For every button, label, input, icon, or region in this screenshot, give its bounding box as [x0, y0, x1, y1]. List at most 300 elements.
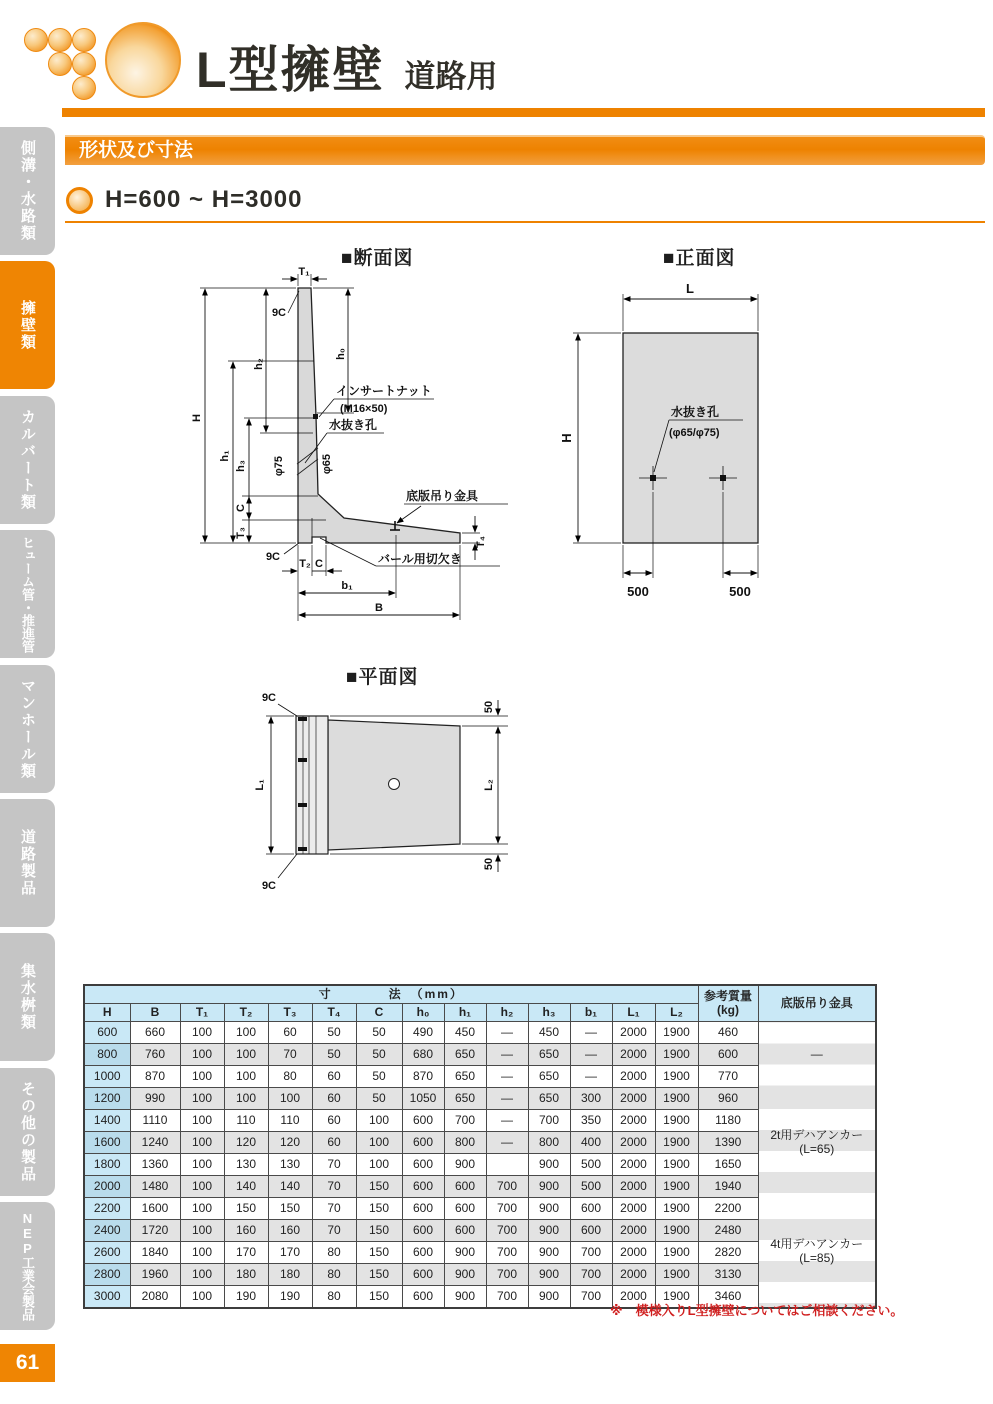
col-header: C — [356, 1004, 402, 1022]
table-cell: 70 — [268, 1044, 312, 1066]
table-cell: 80 — [312, 1264, 356, 1286]
logo-dot-icon — [48, 28, 72, 52]
table-cell: 900 — [528, 1176, 570, 1198]
sidebar-item-label: 側溝・水路類 — [19, 140, 36, 242]
dim-h0: h₀ — [335, 348, 347, 360]
table-cell: 150 — [356, 1242, 402, 1264]
table-cell: 1900 — [655, 1088, 698, 1110]
table-cell: 100 — [356, 1110, 402, 1132]
dim-50-top: 50 — [483, 700, 495, 714]
dim-H: H — [191, 414, 203, 422]
cross-section-title: ■断面図 — [341, 248, 414, 269]
table-cell: 2000 — [612, 1132, 655, 1154]
table-cell: 650 — [444, 1088, 486, 1110]
table-cell: 180 — [268, 1264, 312, 1286]
table-cell: 100 — [180, 1220, 224, 1242]
table-cell: 60 — [312, 1132, 356, 1154]
dim-t1: T₁ — [298, 266, 310, 278]
label-drain-hole: 水抜き孔 — [329, 418, 378, 432]
table-row — [84, 1176, 876, 1198]
col-header: L₂ — [655, 1004, 698, 1022]
sidebar-item-9[interactable] — [0, 1202, 55, 1330]
table-cell: — — [570, 1022, 612, 1044]
table-cell: 80 — [268, 1066, 312, 1088]
table-cell: 1900 — [655, 1132, 698, 1154]
table-cell: 600 — [402, 1198, 444, 1220]
table-cell: — — [486, 1066, 528, 1088]
table-cell: 900 — [528, 1198, 570, 1220]
row-height-cell: 2400 — [84, 1220, 130, 1242]
table-cell: 2000 — [612, 1044, 655, 1066]
table-cell: 1900 — [655, 1176, 698, 1198]
table-cell: 2000 — [612, 1198, 655, 1220]
table-cell: 150 — [356, 1176, 402, 1198]
table-cell: 100 — [180, 1176, 224, 1198]
dim-l2: L₂ — [483, 779, 495, 791]
dim-t2: T₂ — [299, 558, 311, 570]
logo-circle-icon — [105, 22, 181, 98]
anchor-column-header: 底版吊り金具 — [758, 985, 876, 1022]
table-cell: 680 — [402, 1044, 444, 1066]
logo-dot-icon — [72, 52, 96, 76]
table-cell: 150 — [224, 1198, 268, 1220]
table-cell: 170 — [268, 1242, 312, 1264]
dim-9c-top: 9C — [271, 307, 286, 319]
sidebar-item-5[interactable] — [0, 665, 55, 793]
lifting-point-mark — [389, 779, 400, 790]
table-cell: 1900 — [655, 1154, 698, 1176]
table-cell: 1390 — [698, 1132, 758, 1154]
table-cell: 100 — [224, 1088, 268, 1110]
table-cell: 100 — [180, 1088, 224, 1110]
table-cell: 700 — [486, 1242, 528, 1264]
table-cell: 1110 — [130, 1110, 180, 1132]
dim-9c-bottom: 9C — [265, 551, 280, 563]
table-cell: 100 — [224, 1066, 268, 1088]
table-cell: 600 — [570, 1198, 612, 1220]
page-subtitle: 道路用 — [404, 59, 498, 94]
dim-h2: h₂ — [253, 358, 265, 370]
table-cell: 50 — [312, 1022, 356, 1044]
table-cell: 3130 — [698, 1264, 758, 1286]
table-cell: 50 — [356, 1022, 402, 1044]
table-cell: 70 — [312, 1220, 356, 1242]
mass-column-header: 参考質量 (kg) — [698, 985, 758, 1022]
sidebar-item-3[interactable] — [0, 396, 55, 524]
table-cell: 800 — [444, 1132, 486, 1154]
table-cell: 100 — [356, 1132, 402, 1154]
table-cell: 900 — [444, 1264, 486, 1286]
table-cell: 100 — [180, 1132, 224, 1154]
table-cell: 650 — [444, 1044, 486, 1066]
table-cell: 100 — [268, 1088, 312, 1110]
table-cell: 2000 — [612, 1022, 655, 1044]
table-cell: 2080 — [130, 1286, 180, 1309]
table-cell: 650 — [444, 1066, 486, 1088]
sidebar-item-4[interactable] — [0, 530, 55, 658]
label-insert-nut: インサートナット — [336, 384, 432, 398]
table-cell: — — [486, 1088, 528, 1110]
table-cell: 50 — [356, 1088, 402, 1110]
table-cell: 870 — [130, 1066, 180, 1088]
table-cell: 1900 — [655, 1198, 698, 1220]
col-header: h₀ — [402, 1004, 444, 1022]
table-cell: 50 — [356, 1044, 402, 1066]
table-cell: — — [570, 1066, 612, 1088]
logo-dot-icon — [24, 28, 48, 52]
sidebar-item-7[interactable] — [0, 933, 55, 1061]
table-cell: 80 — [312, 1242, 356, 1264]
table-cell: 60 — [312, 1088, 356, 1110]
row-height-cell: 800 — [84, 1044, 130, 1066]
table-cell: 760 — [130, 1044, 180, 1066]
table-cell: 2000 — [612, 1286, 655, 1309]
table-row — [84, 1242, 876, 1264]
table-cell: 120 — [268, 1132, 312, 1154]
dim-50-bottom: 50 — [483, 857, 495, 871]
sidebar-item-2[interactable] — [0, 261, 55, 389]
table-cell: 450 — [528, 1022, 570, 1044]
table-cell: 100 — [180, 1044, 224, 1066]
table-cell: 300 — [570, 1088, 612, 1110]
sidebar-item-1[interactable] — [0, 127, 55, 255]
table-cell: 900 — [528, 1242, 570, 1264]
dim-H-front: H — [559, 433, 574, 443]
table-cell: 130 — [268, 1154, 312, 1176]
anchor-cell: — — [758, 1022, 876, 1088]
table-cell: 490 — [402, 1022, 444, 1044]
table-cell: 150 — [356, 1220, 402, 1242]
row-height-cell: 1800 — [84, 1154, 130, 1176]
table-row — [84, 1132, 876, 1154]
table-cell: 1900 — [655, 1110, 698, 1132]
table-cell: 700 — [486, 1264, 528, 1286]
table-row — [84, 1044, 876, 1066]
table-cell: 1960 — [130, 1264, 180, 1286]
table-cell: 600 — [444, 1198, 486, 1220]
table-cell: 700 — [570, 1242, 612, 1264]
span-header: 寸 法 （mm） — [84, 985, 698, 1004]
table-cell: 500 — [570, 1154, 612, 1176]
table-cell: 2000 — [612, 1066, 655, 1088]
table-cell: 140 — [224, 1176, 268, 1198]
row-height-cell: 1200 — [84, 1088, 130, 1110]
dim-b1: b₁ — [341, 580, 353, 592]
table-cell: 2000 — [612, 1176, 655, 1198]
page-title: L型擁壁 — [196, 42, 385, 98]
table-cell: 700 — [486, 1220, 528, 1242]
table-cell: 60 — [312, 1110, 356, 1132]
plan-wall-shape — [296, 716, 328, 854]
table-cell: 110 — [268, 1110, 312, 1132]
table-cell: 2000 — [612, 1220, 655, 1242]
table-cell: 600 — [402, 1264, 444, 1286]
table-cell: 600 — [402, 1132, 444, 1154]
table-cell: 600 — [402, 1242, 444, 1264]
sidebar-item-label: 道路製品 — [19, 829, 36, 897]
table-cell: 600 — [444, 1176, 486, 1198]
row-height-cell: 1600 — [84, 1132, 130, 1154]
table-cell: 500 — [570, 1176, 612, 1198]
table-cell: 100 — [180, 1110, 224, 1132]
col-header: T₁ — [180, 1004, 224, 1022]
table-cell: — — [486, 1044, 528, 1066]
table-cell: 2000 — [612, 1242, 655, 1264]
table-cell: 1900 — [655, 1044, 698, 1066]
table-cell: 1050 — [402, 1088, 444, 1110]
table-cell: 190 — [268, 1286, 312, 1309]
row-height-cell: 2200 — [84, 1198, 130, 1220]
row-height-cell: 1000 — [84, 1066, 130, 1088]
table-cell: 700 — [486, 1198, 528, 1220]
dim-B: B — [375, 602, 383, 614]
table-cell: 150 — [268, 1198, 312, 1220]
table-cell: 80 — [312, 1286, 356, 1309]
plan-view-drawing — [246, 686, 546, 898]
row-height-cell: 2800 — [84, 1264, 130, 1286]
table-cell: 650 — [528, 1044, 570, 1066]
table-cell: 150 — [356, 1198, 402, 1220]
table-cell: 70 — [312, 1198, 356, 1220]
table-cell: 1720 — [130, 1220, 180, 1242]
table-cell: 150 — [356, 1286, 402, 1309]
sidebar-item-label: NEP工業会製品 — [20, 1211, 35, 1322]
col-header: h₁ — [444, 1004, 486, 1022]
table-row — [84, 1198, 876, 1220]
row-height-cell: 3000 — [84, 1286, 130, 1309]
table-cell: — — [570, 1044, 612, 1066]
row-height-cell: 1400 — [84, 1110, 130, 1132]
sidebar-item-label: マンホール類 — [19, 677, 36, 780]
table-cell: 2480 — [698, 1220, 758, 1242]
header-rule — [62, 108, 985, 117]
col-header: B — [130, 1004, 180, 1022]
dim-t3: T₃ — [235, 527, 247, 539]
table-cell: 600 — [402, 1286, 444, 1309]
table-cell: 50 — [356, 1066, 402, 1088]
dimensions-table — [83, 984, 877, 1309]
table-cell: 1900 — [655, 1066, 698, 1088]
anchor-cell: 4t用デハアンカー (L=85) — [758, 1198, 876, 1309]
col-header: h₃ — [528, 1004, 570, 1022]
table-cell: 130 — [224, 1154, 268, 1176]
label-base-hook: 底版吊り金具 — [406, 489, 479, 503]
row-height-cell: 2600 — [84, 1242, 130, 1264]
table-cell: 140 — [268, 1176, 312, 1198]
table-cell: 100 — [224, 1044, 268, 1066]
table-cell: 2000 — [612, 1154, 655, 1176]
table-cell: 600 — [698, 1044, 758, 1066]
col-header: T₂ — [224, 1004, 268, 1022]
table-row — [84, 1264, 876, 1286]
plan-view-title: ■平面図 — [346, 667, 419, 688]
table-cell: 870 — [402, 1066, 444, 1088]
table-row — [84, 1154, 876, 1176]
table-cell: 1900 — [655, 1264, 698, 1286]
anchor-cell: 2t用デハアンカー (L=65) — [758, 1088, 876, 1198]
table-cell: 450 — [444, 1022, 486, 1044]
table-cell: 900 — [528, 1220, 570, 1242]
row-height-cell: 2000 — [84, 1176, 130, 1198]
page-number: 61 — [0, 1344, 55, 1382]
table-cell: 100 — [180, 1066, 224, 1088]
row-height-cell: 600 — [84, 1022, 130, 1044]
table-cell: 600 — [444, 1220, 486, 1242]
table-row — [84, 1220, 876, 1242]
col-header: b₁ — [570, 1004, 612, 1022]
dim-9c-plan-bottom: 9C — [261, 880, 276, 892]
table-cell: — — [486, 1110, 528, 1132]
table-cell: 2200 — [698, 1198, 758, 1220]
range-text: H=600 ~ H=3000 — [105, 186, 303, 213]
table-cell: 600 — [402, 1110, 444, 1132]
table-cell: 2000 — [612, 1264, 655, 1286]
table-cell: 600 — [402, 1154, 444, 1176]
label-drain-size: (φ65/φ75) — [669, 427, 720, 439]
dim-9c-plan-top: 9C — [261, 692, 276, 704]
table-cell: 600 — [570, 1220, 612, 1242]
table-cell: 990 — [130, 1088, 180, 1110]
front-view-title: ■正面図 — [663, 248, 736, 269]
table-cell: 100 — [180, 1198, 224, 1220]
table-cell: 350 — [570, 1110, 612, 1132]
table-cell: 160 — [268, 1220, 312, 1242]
table-cell: 1900 — [655, 1022, 698, 1044]
dim-l1: L₁ — [254, 779, 266, 791]
table-cell: 700 — [444, 1110, 486, 1132]
table-cell: 100 — [180, 1154, 224, 1176]
brand-logo — [24, 16, 184, 108]
col-header: L₁ — [612, 1004, 655, 1022]
dim-t4: T₄ — [475, 536, 487, 548]
table-cell: 2820 — [698, 1242, 758, 1264]
label-bar-notch: バール用切欠き — [378, 552, 462, 566]
table-cell: 900 — [528, 1286, 570, 1309]
dim-dia65: φ65 — [321, 453, 333, 475]
table-cell: 600 — [402, 1176, 444, 1198]
table-cell: 100 — [180, 1022, 224, 1044]
table-cell: 1900 — [655, 1286, 698, 1309]
table-cell: 700 — [486, 1286, 528, 1309]
bullet-icon — [66, 187, 93, 214]
dim-500-right: 500 — [729, 584, 751, 599]
sidebar-item-8[interactable] — [0, 1068, 55, 1196]
table-cell: 2000 — [612, 1110, 655, 1132]
table-cell: 460 — [698, 1022, 758, 1044]
table-cell: 800 — [528, 1132, 570, 1154]
col-header: T₄ — [312, 1004, 356, 1022]
table-cell: 70 — [312, 1154, 356, 1176]
table-cell: 160 — [224, 1220, 268, 1242]
label-drain-front: 水抜き孔 — [671, 405, 720, 419]
table-cell: 900 — [528, 1154, 570, 1176]
table-row — [84, 1110, 876, 1132]
table-cell: 150 — [356, 1264, 402, 1286]
table-cell: 100 — [180, 1242, 224, 1264]
table-cell: 700 — [528, 1110, 570, 1132]
sidebar-item-label: 擁壁類 — [19, 299, 36, 351]
table-cell: 170 — [224, 1242, 268, 1264]
table-cell: 60 — [268, 1022, 312, 1044]
table-cell: 1900 — [655, 1242, 698, 1264]
table-cell: 60 — [312, 1066, 356, 1088]
table-cell: 100 — [224, 1022, 268, 1044]
table-cell: — — [486, 1022, 528, 1044]
table-cell — [486, 1154, 528, 1176]
table-cell: 110 — [224, 1110, 268, 1132]
table-cell: 650 — [528, 1088, 570, 1110]
table-cell: 1840 — [130, 1242, 180, 1264]
table-cell: 900 — [444, 1154, 486, 1176]
table-cell: 1650 — [698, 1154, 758, 1176]
table-row — [84, 1066, 876, 1088]
col-header: H — [84, 1004, 130, 1022]
dim-c-left: C — [235, 504, 247, 512]
table-cell: 1900 — [655, 1220, 698, 1242]
sidebar-item-label: 集水桝類 — [19, 963, 36, 1032]
table-cell: 650 — [528, 1066, 570, 1088]
table-row — [84, 1088, 876, 1110]
table-cell: 190 — [224, 1286, 268, 1309]
table-cell: 100 — [356, 1154, 402, 1176]
dim-500-left: 500 — [627, 584, 649, 599]
col-header: h₂ — [486, 1004, 528, 1022]
table-cell: 770 — [698, 1066, 758, 1088]
table-cell: 700 — [570, 1264, 612, 1286]
logo-dot-icon — [48, 52, 72, 76]
col-header: T₃ — [268, 1004, 312, 1022]
dim-L: L — [686, 281, 694, 296]
dim-dia75: φ75 — [273, 455, 285, 477]
range-heading — [66, 186, 302, 214]
table-cell: 3460 — [698, 1286, 758, 1309]
sidebar-item-6[interactable] — [0, 799, 55, 927]
sidebar-item-label: その他の製品 — [19, 1080, 36, 1183]
table-cell: 100 — [180, 1264, 224, 1286]
table-cell: 700 — [486, 1176, 528, 1198]
table-cell: 900 — [444, 1286, 486, 1309]
table-cell: 180 — [224, 1264, 268, 1286]
table-cell: 960 — [698, 1088, 758, 1110]
wall-section-shape — [298, 288, 460, 543]
sidebar-item-label: ヒューム管・推進管 — [20, 535, 35, 653]
table-cell: 660 — [130, 1022, 180, 1044]
table-cell: 900 — [528, 1264, 570, 1286]
dim-h3: h₃ — [235, 460, 247, 472]
table-cell: 100 — [180, 1286, 224, 1309]
table-cell: 1240 — [130, 1132, 180, 1154]
logo-dot-icon — [72, 76, 96, 100]
dim-h1: h₁ — [219, 450, 231, 462]
table-cell: 900 — [444, 1242, 486, 1264]
logo-dot-icon — [72, 28, 96, 52]
table-cell: 50 — [312, 1044, 356, 1066]
table-row — [84, 1022, 876, 1044]
range-underline — [65, 221, 985, 223]
section-banner: 形状及び寸法 — [65, 135, 985, 165]
cross-section-drawing — [178, 266, 538, 646]
table-cell: 400 — [570, 1132, 612, 1154]
sidebar-item-label: カルバート類 — [19, 408, 36, 511]
dim-c-bottom: C — [315, 558, 323, 570]
table-cell: 1480 — [130, 1176, 180, 1198]
table-cell: 1180 — [698, 1110, 758, 1132]
table-cell: 600 — [402, 1220, 444, 1242]
table-cell: 1360 — [130, 1154, 180, 1176]
table-cell: — — [486, 1132, 528, 1154]
consultation-note: ※ 模様入りL型擁壁についてはご相談ください。 — [610, 1303, 904, 1318]
label-insert-nut-size: (M16×50) — [340, 403, 388, 415]
